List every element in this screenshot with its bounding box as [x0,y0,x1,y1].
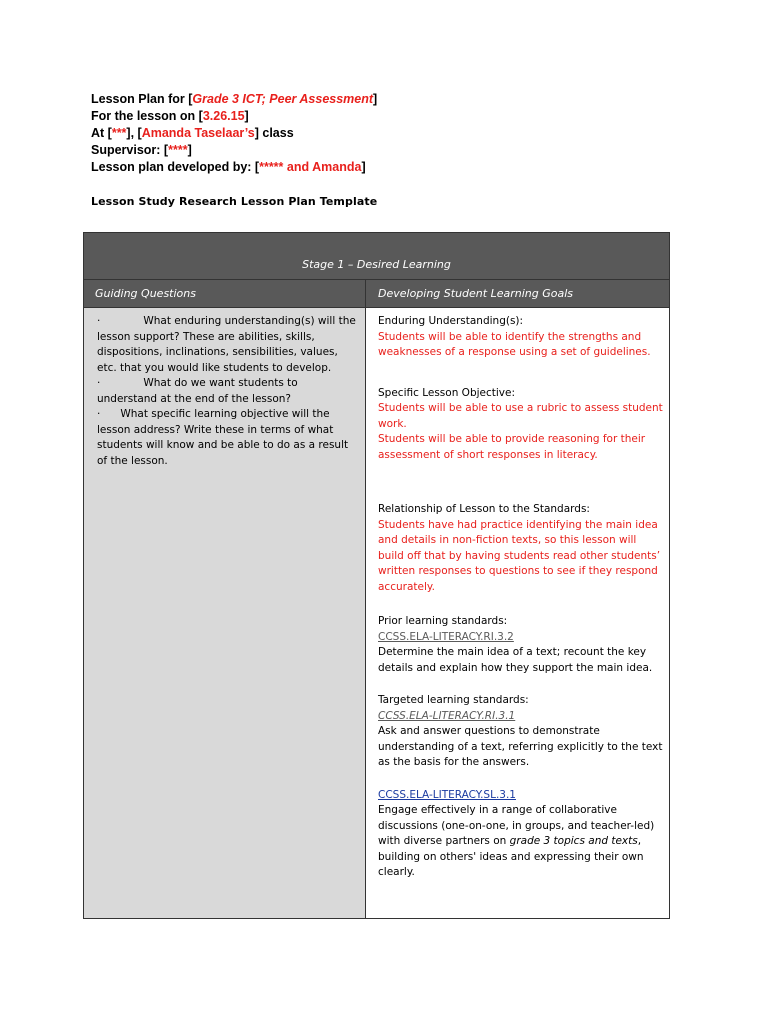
label: Lesson plan developed by: [ [91,160,260,174]
supervisor-value: **** [168,143,188,157]
question-text: What specific learning objective will the lesson address? Write these in terms of what students will know and be able to do as a result of the lesson. [97,408,349,467]
sl-text-b: , building on others' ideas and expressing their own clearly. [378,835,644,878]
teacher-value: Amanda Taselaar’s [141,126,255,140]
guiding-question-2 [97,376,359,407]
question-text: What enduring understanding(s) will the lesson support? These are abilities, skills, dispositions, inclinations, sensibilities, values, etc. that you would like students to develop. [97,315,356,374]
label: At [ [91,126,112,140]
prior-text: Determine the main idea of a text; recount the key details and explain how they support the main idea. [378,646,653,674]
prior-standard-link[interactable]: CCSS.ELA-LITERACY.RI.3.2 [378,630,514,643]
header-line-at [91,125,377,142]
bracket: ] [373,92,378,106]
bullet: · [97,377,101,389]
guiding-questions-header: Guiding Questions [84,279,366,307]
question-text: What do we want students to understand at the end of the lesson? [97,377,298,405]
objective-label: Specific Lesson Objective: [378,386,516,399]
bullet: · [97,315,101,327]
separator: ], [ [126,126,142,140]
prior-label: Prior learning standards: [378,615,508,627]
targeted-text: Ask and answer questions to demonstrate understanding of a text, referring explicitly to the text as the basis for the answers. [378,725,663,768]
bracket: ] [244,109,249,123]
objective-text-1: Students will be able to use a rubric to assess student work. [378,402,663,430]
enduring-text: Students will be able to identify the strengths and weaknesses of a response using a set of guidelines. [378,330,651,358]
targeted-label: Targeted learning standards: [378,694,529,706]
guiding-question-3 [97,407,359,469]
enduring-label: Enduring Understanding(s): [378,315,524,327]
label: Lesson Plan for [ [91,92,193,106]
sl-text-italic: grade 3 topics and texts [509,835,638,847]
header-line-developer [91,159,377,176]
bullet: · [97,408,101,420]
relationship-label: Relationship of Lesson to the Standards: [378,503,590,515]
sl-text [378,803,663,881]
label: Supervisor: [ [91,143,169,157]
bracket: ] [187,143,192,157]
class-label: ] class [254,126,294,140]
school-value: *** [111,126,127,140]
guiding-questions-cell [84,307,366,918]
guiding-question-1 [97,314,359,376]
template-title: Lesson Study Research Lesson Plan Template [91,195,378,208]
objective-text-2: Students will be able to provide reasoning for their assessment of short responses in literacy. [378,433,646,461]
header-line-supervisor [91,142,377,159]
learning-goals-header: Developing Student Learning Goals [366,279,669,307]
header-line-date [91,108,377,125]
date-value: 3.26.15 [202,109,245,123]
label: For the lesson on [ [91,109,203,123]
learning-goals-cell [366,307,669,918]
header-line-lesson-plan [91,91,377,108]
sl-standard-link[interactable]: CCSS.ELA-LITERACY.SL.3.1 [378,788,516,801]
lesson-header [91,91,377,176]
bracket: ] [361,160,366,174]
sl-text-a: Engage effectively in a range of collaborative discussions (one-on-one, in groups, and teacher-led) with diverse partners on [378,804,655,847]
stage-header: Stage 1 – Desired Learning [84,233,669,279]
grade-value: Grade 3 ICT; Peer Assessment [192,92,374,106]
relationship-text: Students have had practice identifying the main idea and details in non-fiction texts, so this lesson will build off that by having students read other students’ written responses to questions to see if they respond accurately. [378,518,661,593]
targeted-standard-link[interactable]: CCSS.ELA-LITERACY.RI.3.1 [378,709,516,722]
lesson-plan-table [83,232,670,919]
developer-value: ***** and Amanda [259,160,362,174]
